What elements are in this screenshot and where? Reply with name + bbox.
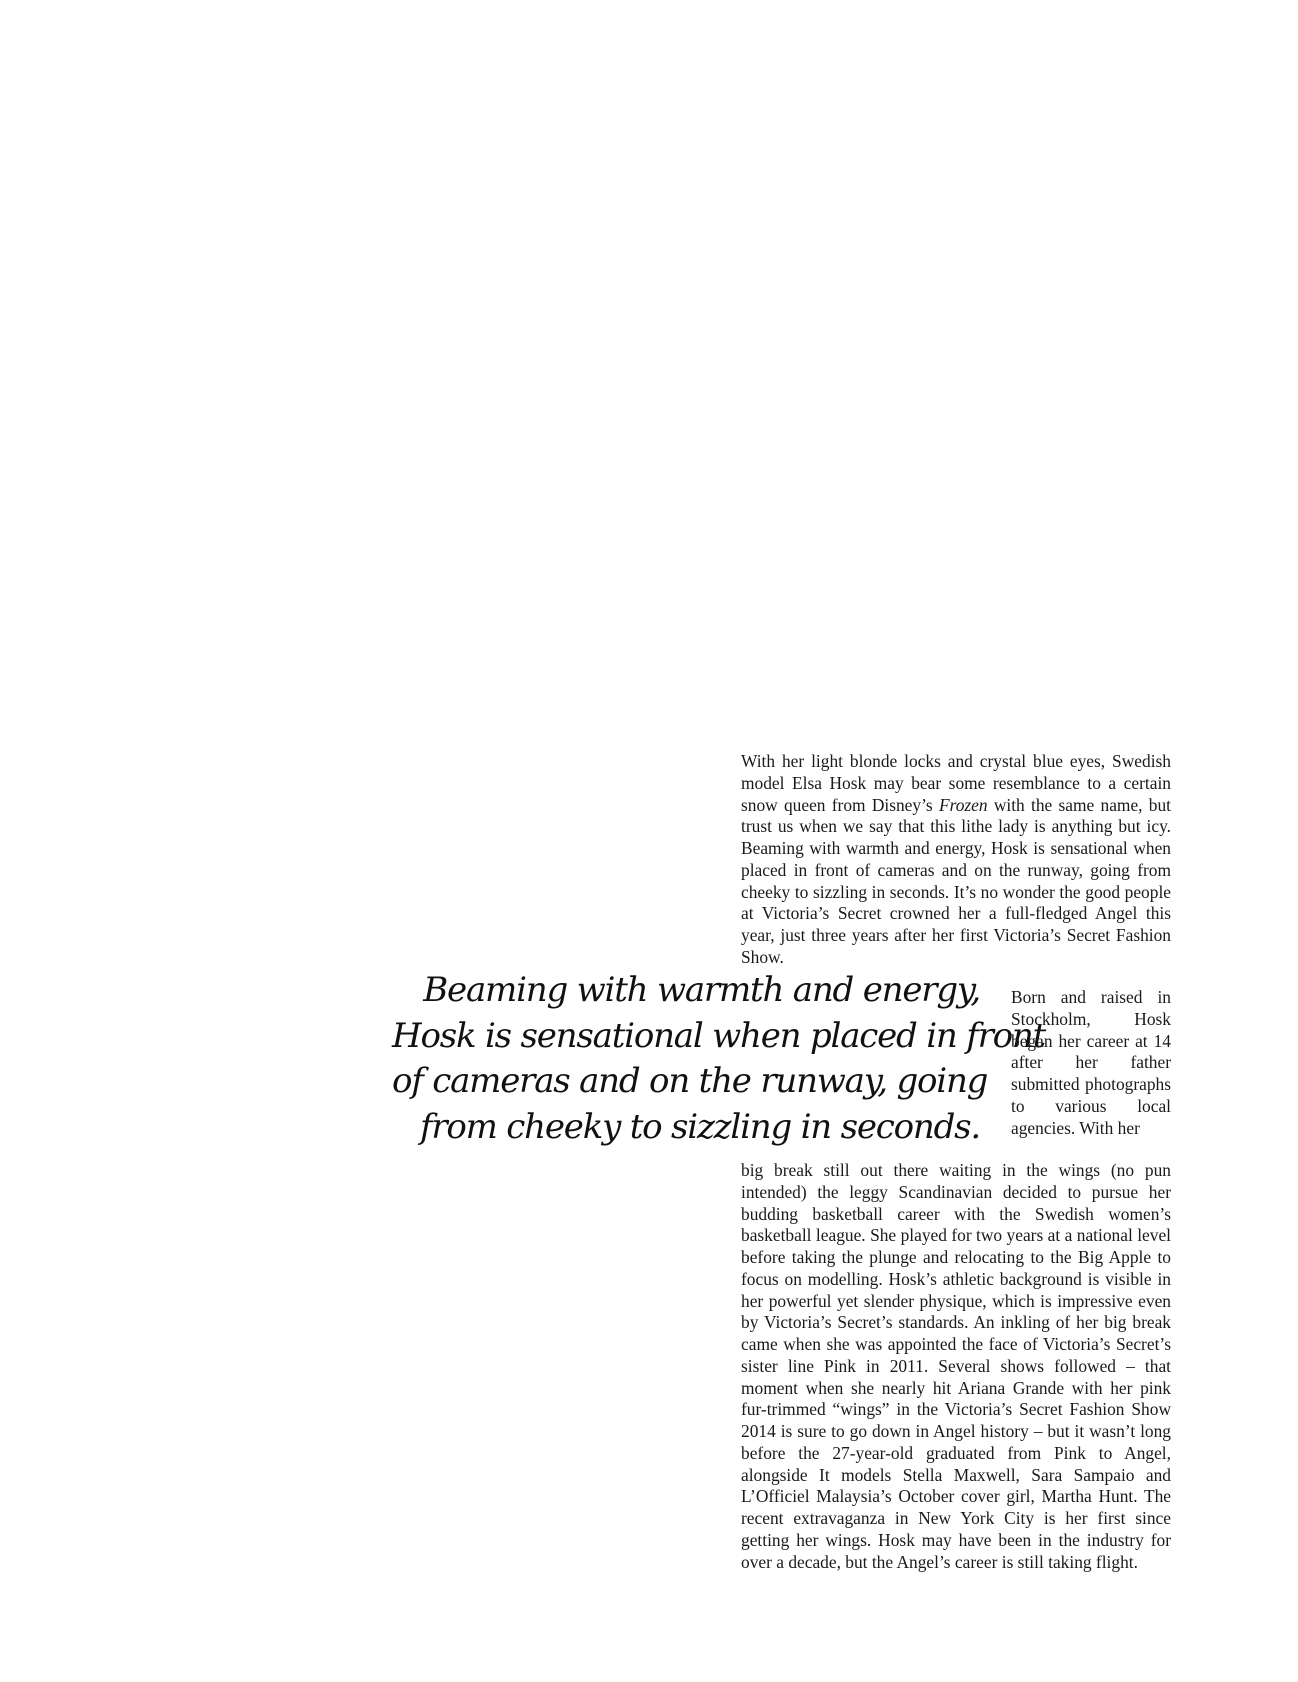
film-title: Frozen [938, 794, 988, 815]
pull-quote-line: of cameras and on the runway, going [392, 1061, 988, 1101]
article-paragraph-body-narrow: Born and raised in Stockholm, Hosk began her career at 14 after her father submitted photographs to various local agencies. With her [1011, 987, 1171, 1138]
intro-text-after-title: with the same name, but trust us when we say that this lithe lady is anything but icy. Beaming with warmth and energy, Hosk is sensational when placed in front of cameras and on the runway, going from cheeky to sizzling in seconds. It’s no wonder the good people at Victoria’s Secret crowned her a full-fledged Angel this year, just three years after her first Victoria’s Secret Fashion Show. [741, 794, 1171, 967]
article-paragraph-body-wide: big break still out there waiting in the wings (no pun intended) the leggy Scandinavian decided to pursue her budding basketball career with the Swedish women’s basketball league. She played for two years at a national level before taking the plunge and relocating to the Big Apple to focus on modelling. Hosk’s athletic background is visible in her powerful yet slender physique, which is impressive even by Victoria’s Secret’s standards. An inkling of her big break came when she was appointed the face of Victoria’s Secret’s sister line Pink in 2011. Several shows followed – that moment when she nearly hit Ariana Grande with her pink fur-trimmed “wings” in the Victoria’s Secret Fashion Show 2014 is sure to go down in Angel history – but it wasn’t long before the 27-year-old graduated from Pink to Angel, alongside It models Stella Maxwell, Sara Sampaio and L’Officiel Malaysia’s October cover girl, Martha Hunt. The recent extravaganza in New York City is her first since getting her wings. Hosk may have been in the industry for over a decade, but the Angel’s career is still taking flight. [741, 1160, 1171, 1572]
article-paragraph-intro [741, 751, 1171, 969]
pull-quote-line: from cheeky to sizzling in seconds. [419, 1106, 980, 1147]
pull-quote [392, 968, 1046, 1150]
intro-text-before-title: With her light blonde locks and crystal blue eyes, Swedish model Elsa Hosk may bear some resemblance to a certain snow queen from Disney’s [741, 751, 1171, 815]
pull-quote-line: Beaming with warmth and energy, [423, 970, 980, 1010]
pull-quote-line: Hosk is sensational when placed in front [392, 1015, 1046, 1056]
